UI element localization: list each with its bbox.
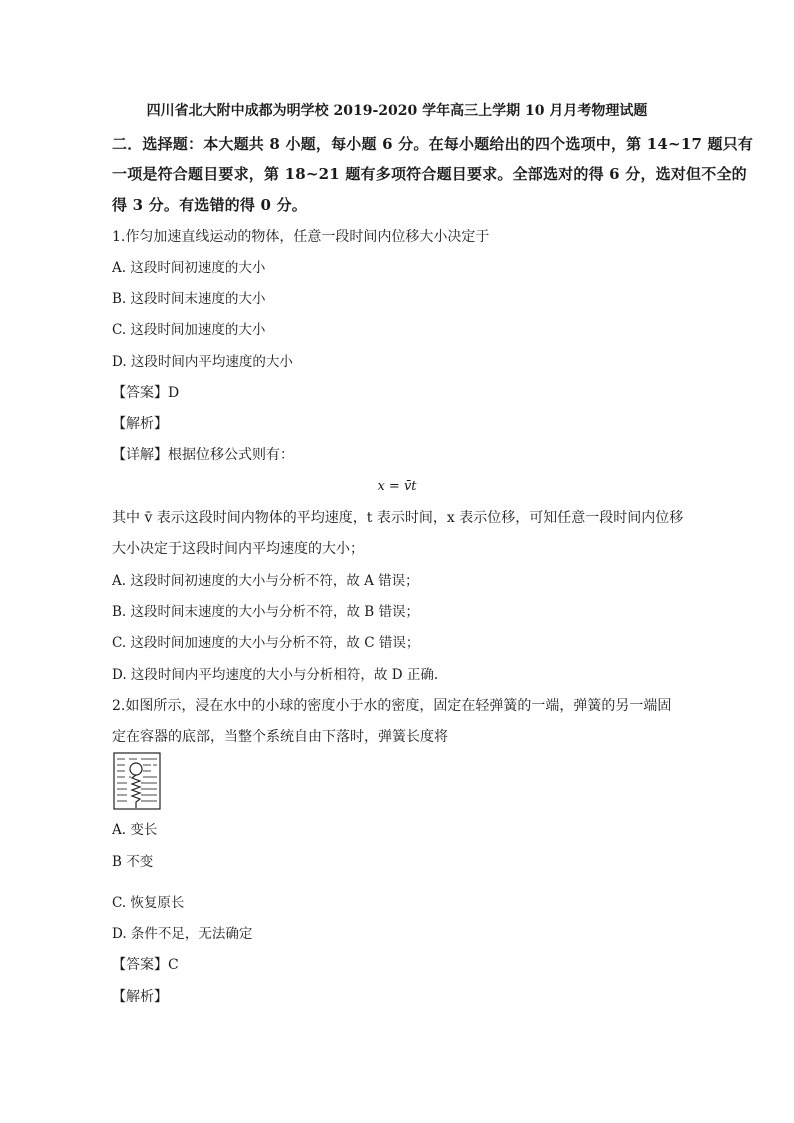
q1-option-d: D. 这段时间内平均速度的大小 [112, 354, 293, 370]
q2-option-b: B 不变 [112, 854, 154, 870]
q1-explain-line-1: 其中 v̄ 表示这段时间内物体的平均速度，t 表示时间，x 表示位移，可知任意一段时间内位移 [112, 510, 684, 526]
q2-stem-line-2: 定在容器的底部，当整个系统自由下落时，弹簧长度将 [112, 729, 448, 745]
q2-answer: 【答案】C [112, 957, 179, 973]
q1-stem: 1.作匀加速直线运动的物体，任意一段时间内位移大小决定于 [112, 229, 490, 245]
q1-option-c: C. 这段时间加速度的大小 [112, 322, 266, 338]
q2-stem-line-1: 2.如图所示，浸在水中的小球的密度小于水的密度，固定在轻弹簧的一端，弹簧的另一端固 [112, 698, 672, 714]
page-title: 四川省北大附中成都为明学校 2019-2020 学年高三上学期 10 月月考物理试题 [146, 103, 648, 119]
spring-ball-container-figure [113, 752, 161, 810]
q1-detail: 【详解】根据位移公式则有： [112, 447, 294, 463]
q1-explain-line-2: 大小决定于这段时间内平均速度的大小； [112, 541, 364, 557]
q2-option-d: D. 条件不足，无法确定 [112, 926, 253, 942]
q1-formula: x = v̄t [377, 479, 417, 494]
section-instructions-line-2: 一项是符合题目要求，第 18~21 题有多项符合题目要求。全部选对的得 6 分，选对但不全的 [112, 165, 747, 183]
q2-option-c: C. 恢复原长 [112, 895, 185, 911]
q1-judgment-c: C. 这段时间加速度的大小与分析不符，故 C 错误； [112, 635, 420, 651]
section-instructions-line-1: 二．选择题：本大题共 8 小题，每小题 6 分。在每小题给出的四个选项中，第 14~17 题只有 [112, 135, 754, 153]
q2-analysis-label: 【解析】 [112, 989, 168, 1005]
q1-judgment-a: A. 这段时间初速度的大小与分析不符，故 A 错误； [112, 573, 419, 589]
q1-judgment-b: B. 这段时间末速度的大小与分析不符，故 B 错误； [112, 604, 420, 620]
section-instructions-line-3: 得 3 分。有选错的得 0 分。 [112, 196, 307, 214]
q1-option-b: B. 这段时间末速度的大小 [112, 291, 266, 307]
q1-answer: 【答案】D [112, 385, 180, 401]
q2-option-a: A. 变长 [112, 822, 158, 838]
ball [130, 763, 142, 775]
q1-judgment-d: D. 这段时间内平均速度的大小与分析相符，故 D 正确. [112, 667, 439, 683]
q1-analysis-label: 【解析】 [112, 416, 168, 432]
q1-option-a: A. 这段时间初速度的大小 [112, 260, 266, 276]
